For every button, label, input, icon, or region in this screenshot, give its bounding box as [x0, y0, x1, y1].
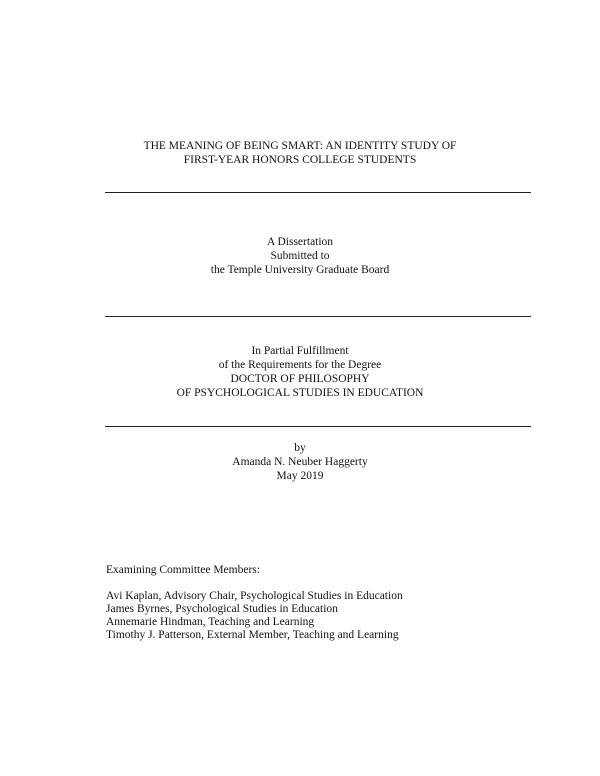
submission-block [0, 235, 600, 277]
divider-rule-2 [105, 316, 531, 317]
degree-line-1: DOCTOR OF PHILOSOPHY [230, 373, 370, 385]
submission-line-1: A Dissertation [266, 236, 334, 248]
author-name: Amanda N. Neuber Haggerty [232, 456, 368, 468]
submission-line-3: the Temple University Graduate Board [210, 264, 390, 276]
committee-member: Annemarie Hindman, Teaching and Learning [106, 616, 315, 628]
dissertation-title [0, 139, 600, 167]
degree-line-2: OF PSYCHOLOGICAL STUDIES IN EDUCATION [176, 387, 424, 399]
title-line-1: THE MEANING OF BEING SMART: AN IDENTITY STUDY OF [143, 140, 457, 152]
author-block [0, 441, 600, 483]
submission-date: May 2019 [276, 470, 324, 482]
fulfillment-line-2: of the Requirements for the Degree [218, 359, 382, 371]
fulfillment-block [0, 344, 600, 400]
committee-member: Timothy J. Patterson, External Member, Teaching and Learning [106, 629, 399, 641]
committee-member: James Byrnes, Psychological Studies in Education [106, 603, 338, 615]
committee-member: Avi Kaplan, Advisory Chair, Psychological Studies in Education [106, 590, 403, 602]
fulfillment-line-1: In Partial Fulfillment [251, 345, 349, 357]
title-line-2: FIRST-YEAR HONORS COLLEGE STUDENTS [183, 154, 417, 166]
divider-rule-1 [105, 192, 531, 193]
author-by: by [294, 442, 306, 454]
committee-heading: Examining Committee Members: [106, 564, 260, 576]
committee-block [106, 564, 566, 642]
divider-rule-3 [105, 426, 531, 427]
submission-line-2: Submitted to [270, 250, 330, 262]
